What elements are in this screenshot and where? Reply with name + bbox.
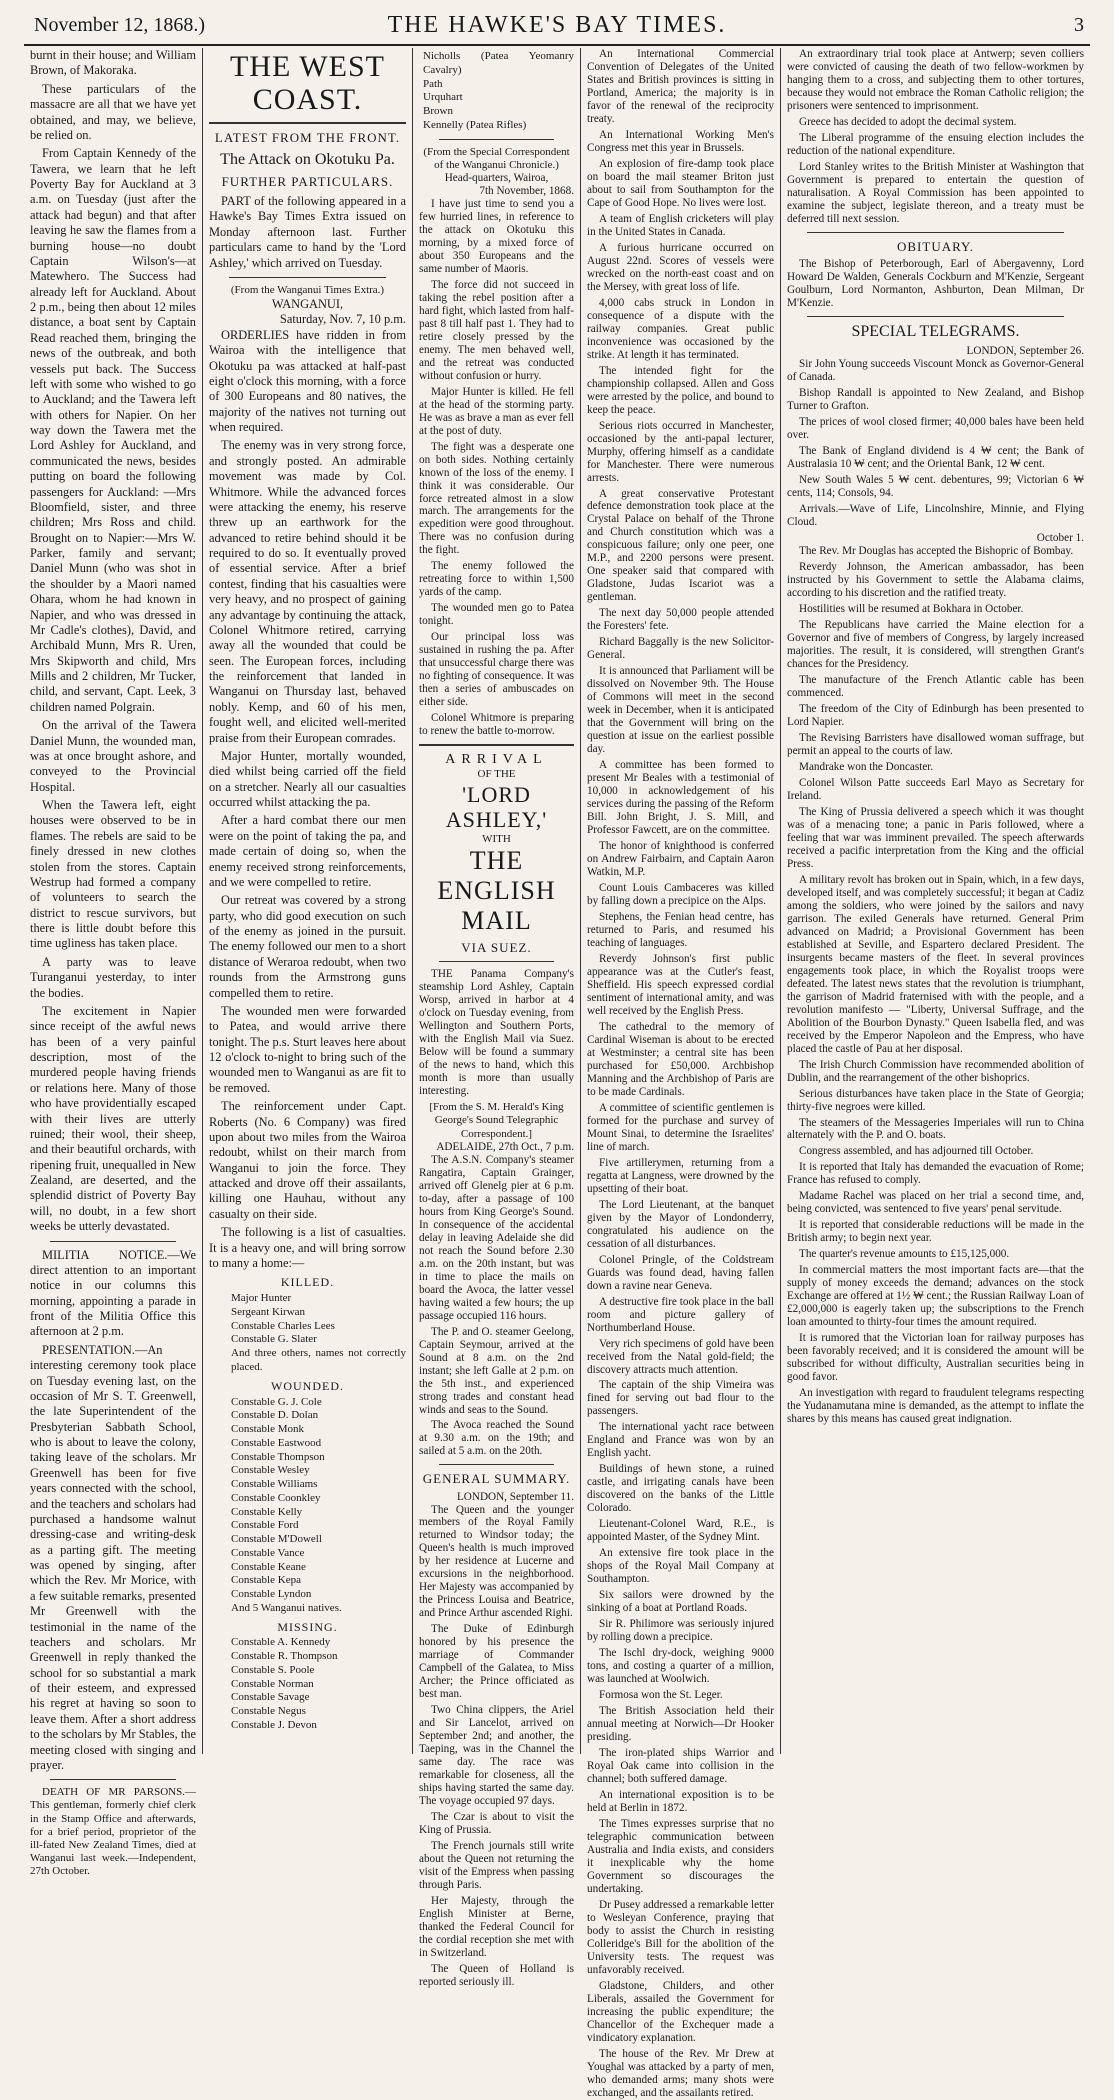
paragraph: Congress assembled, and has adjourned till October. [799,1145,1034,1158]
subheading: The Attack on Okotuku Pa. [220,151,395,169]
list-item: Constable Lyndon [231,1588,312,1601]
paragraph: Our principal loss was sustained in rushing the pa. After that unsuccessful charge there was no fighting of consequence. It was then a series of ambuscades on either side. [419,631,574,709]
paragraph: The enemy followed the retreating force to within 1,500 yards of the camp. [419,560,574,599]
paragraph: Madame Rachel was placed on her trial a second time, and, being convicted, was sentenced to five years' penal servitude. [787,1190,1084,1216]
paragraph: The Ischl dry-dock, weighing 9000 tons, and costing a quarter of a million, was launched at Woolwich. [587,1647,774,1686]
paragraph: The freedom of the City of Edinburgh has been presented to Lord Napier. [787,702,1084,728]
list-item: Constable M'Dowell [231,1533,322,1546]
subheading: FURTHER PARTICULARS. [221,173,394,189]
dateline: LONDON, September 26. [966,345,1084,358]
paragraph: A party was to leave Turanganui yesterday, to inter the bodies. [30,954,196,1000]
paragraph: Major Hunter, mortally wounded, died whilst being carried off the field on a stretcher. Nearly all our casualties occurred whilst attacking the pa. [209,748,406,810]
paragraph: Hostilities will be resumed at Bokhara in October. [799,603,1024,616]
column-4 [580,48,780,2099]
list-item: Urquhart [423,91,463,104]
place-line: Head-quarters, Wairoa, [444,171,549,184]
paragraph: The wounded men were forwarded to Patea, and would arrive there tonight. The p.s. Sturt leaves here about 12 o'clock to-night to bring such of the wounded men to Wanganui as are fit to be removed. [209,1003,406,1095]
paragraph: It is announced that Parliament will be dissolved on November 9th. The House of Commons will meet in the second week in December, when it is anticipated that the Government will bring on the question at issue on the earliest possible day. [587,665,774,756]
paragraph: An extensive fire took place in the shops of the Royal Mail Company at Southampton. [587,1547,774,1586]
paragraph: Buildings of hewn stone, a ruined castle, and irrigating canals have been discovered on the banks of the Little Colorado. [587,1463,774,1515]
paragraph: An International Working Men's Congress met this year in Brussels. [587,128,774,154]
paragraph: Sir R. Philimore was seriously injured by rolling down a precipice. [587,1618,774,1644]
divider [229,277,386,278]
paragraph: The Bank of England dividend is 4 ₩ cent; the Bank of Australasia 10 ₩ cent; and the Oriental Bank, 12 ₩ cent. [787,445,1084,471]
divider [439,1464,554,1465]
list-item: Constable R. Thompson [231,1650,338,1663]
newspaper-title: THE HAWKE'S BAY TIMES. [387,12,727,38]
arrival-heading: ARRIVAL [445,752,548,768]
missing-heading: MISSING. [277,1619,338,1634]
list-item: Path [423,77,443,90]
paragraph: The intended fight for the championship collapsed. Allen and Goss were arrested by the police, and bound to keep the peace. [587,364,774,416]
divider [419,744,574,746]
column-2 [202,48,412,1754]
paragraph: The British Association held their annual meeting at Norwich—Dr Hooker presiding. [587,1705,774,1744]
paragraph: An international exposition is to be held at Berlin in 1872. [587,1789,774,1815]
paragraph: Formosa won the St. Leger. [599,1689,723,1702]
paragraph: The Revising Barristers have disallowed woman suffrage, but permit an appeal to the courts of law. [787,731,1084,757]
paragraph: Dr Pusey addressed a remarkable letter to Wesleyan Conference, praying that body to assist the Church in resisting Colleridge's Bill for the abolition of the University tests. The request was unfavorably received. [587,1898,774,1976]
paragraph: 4,000 cabs struck in London in consequence of a dispute with the railway companies. Great public inconvenience was occasioned by the strike. At length it has terminated. [587,296,774,361]
paragraph: It is rumored that the Victorian loan for railway purposes has been favorably received; and it is considered the amount will be subscribed for without difficulty, Australian securities being in good favor. [787,1332,1084,1384]
paragraph: Two China clippers, the Ariel and Sir Lancelot, arrived on September 2nd; and another, the Taeping, was in the Channel the same day. The race was remarkable for closeness, all the ships having started the same day. The voyage occupied 97 days. [419,1704,574,1808]
paragraph: Bishop Randall is appointed to New Zealand, and Bishop Turner to Grafton. [787,387,1084,413]
list-item: Constable Vance [231,1546,305,1559]
missing-list [231,1636,406,1732]
headline-west-coast: THE WEST COAST. [230,50,385,116]
list-item: Constable Eastwood [231,1436,322,1449]
paragraph: Richard Baggally is the new Solicitor-General. [587,636,774,662]
paragraph: Greece has decided to adopt the decimal system. [799,115,1017,128]
paragraph: Reverdy Johnson, the American ambassador, has been instructed by his Government to settle the Alabama claims, according to his discretion and the ratified treaty. [787,561,1084,600]
paragraph: The Rev. Mr Douglas has accepted the Bishopric of Bombay. [799,545,1074,558]
paragraph: Reverdy Johnson's first public appearance was at the Cutler's feast, Sheffield. His speech expressed cordial sentiment of international amity, and was well received by the English Press. [587,952,774,1017]
paragraph: The P. and O. steamer Geelong, Captain Seymour, arrived at the Sound at 8 a.m. on the 2nd instant; she left Galle at 2 p.m. on the 5th inst., and experienced strong trades and constant head winds and seas to the Sound. [419,1325,574,1416]
presentation-article: PRESENTATION.—An interesting ceremony took place on Tuesday evening last, on the occasion of Mr S. T. Greenwell, the late Superintendent of the Presbyterian Sabbath School, who is about to leave the colony, taking leave of the scholars. Mr Greenwell has been for five years connected with the school, and the teachers and scholars had purchased a handsome walnut dressing-case and writing-desk as a parting gift. The meeting was opened by singing, after which the Rev. Mr Morice, with a few suitable remarks, presented Mr Greenwell with the testimonial in the name of the teachers and scholars. Mr Greenwell in reply thanked the school for so substantial a mark of their esteem, and expressed his regret at having so soon to leave them. After a short address to the scholars by Mr Stables, the meeting closed with singing and prayer. [30,1342,196,1772]
obituary-text: The Bishop of Peterborough, Earl of Abergavenny, Lord Howard De Walden, Generals Cockburn and M'Kenzie, Sergeant Goulburn, Lord Normanton, Ashburton, Dean Milman, Dr M'Kenzie. [787,257,1084,309]
special-telegrams-heading: SPECIAL TELEGRAMS. [851,322,1020,340]
paragraph: From Captain Kennedy of the Tawera, we learn that he left Poverty Bay for Auckland at 3 a.m. on Tuesday (just after the attack had begun) and that after leaving he saw the flames from a burning house—no doubt Captain Wilson's—at Matewhero. The Success had already left for Auckland. About 2 p.m., being then about 12 miles distance, a boat sent by Captain Read reached them, bringing the news of the outbreak, and both vessels put back. The Success left with some who wished to go to Auckland; and the Tawera left with others for Napier. On her way down the Tawera met the Lord Ashley for Auckland, and communicated the news, besides putting on board the following passengers for Auckland: —Mrs Bloomfield, sister, and three children; Mrs Ross and child. Brought on to Napier:—Mrs W. Parker, family and servant; Daniel Munn (who was shot in the shoulder by a Maori named Ohara, whom he had known in Napier, and who was dressed in Mr Cadle's clothes), David, and Archibald Munn, Mrs R. Uren, Mrs Skipworth and child, Mrs Mills and 2 children, Mr Tucker, child, and servant, Capt. Leek, 3 children named Polgrain. [30,146,196,714]
paragraph: Serious riots occurred in Manchester, occasioned by the anti-papal lecturer, Murphy, offering himself as a candidate for Manchester. There were numerous arrests. [587,419,774,484]
paragraph: The force did not succeed in taking the rebel position after a hard fight, which lasted from half-past 8 till half past 1. They had to retire closely pressed by the enemy. The men behaved well, and the retreat was conducted without confusion or hurry. [419,278,574,382]
paragraph: A great conservative Protestant defence demonstration took place at the Crystal Palace on behalf of the Throne and Church constitution which was a conspicuous failure; only one peer, one M.P., and 2200 persons were present. One speaker said that compared with Gladstone, Judas Iscariot was a gentleman. [587,487,774,604]
divider [439,139,554,140]
paragraph: An International Commercial Convention of Delegates of the United States and British provinces is sitting in Portland, America; the majority is in favor of the renewal of the reciprocity treaty. [587,48,774,125]
paragraph: Five artillerymen, returning from a regatta at Langness, were drowned by the upsetting of their boat. [587,1156,774,1195]
divider [50,1241,176,1242]
list-item: Constable Keane [231,1560,306,1573]
paragraph: Our retreat was covered by a strong party, who did good execution on such of the enemy as joined in the pursuit. The enemy followed our men to a short distance of Weraroa redoubt, when two rounds from the Armstrong guns compelled them to retire. [209,893,406,1000]
paragraph: The Irish Church Commission have recommended abolition of Dublin, and the rearrangement of the other bishoprics. [787,1058,1084,1084]
place-line: WANGANUI, [271,297,344,312]
list-item: Constable A. Kennedy [231,1636,331,1649]
paragraph: ORDERLIES have ridden in from Wairoa with the intelligence that Okotuku pa was attacked at half-past eight o'clock this morning, with a force of 300 Europeans and 80 natives, the majority of the natives not turning out when required. [209,327,406,435]
list-item: Kennelly (Patea Rifles) [423,118,527,131]
list-item: Constable Charles Lees [231,1319,335,1332]
paragraph: These particulars of the massacre are all that we have yet obtained, and may, we believe, be relied on. [30,81,196,142]
list-item: And 5 Wanganui natives. [231,1601,342,1614]
general-summary-heading: GENERAL SUMMARY. [422,1471,571,1487]
paragraph: An explosion of fire-damp took place on board the mail steamer Briton just about to sail from Southampton for the Cape of Good Hope. No lives were lost. [587,157,774,209]
dateline: Saturday, Nov. 7, 10 p.m. [279,312,406,327]
list-item: Constable Savage [231,1691,310,1704]
paragraph: Colonel Wilson Patte succeeds Earl Mayo as Secretary for Ireland. [787,776,1084,802]
dateline: October 1. [1036,532,1084,545]
paragraph: The captain of the ship Vimeira was fined for serving out bad flour to the passengers. [587,1379,774,1418]
paragraph: The house of the Rev. Mr Drew at Youghal was attacked by a party of men, who demanded arms; many shots were exchanged, and the assailants retired. [587,2047,774,2099]
list-item: Constable Wesley [231,1464,310,1477]
list-item: Brown [423,105,453,117]
paragraph: It is reported that Italy has demanded the evacuation of Rome; France has refused to comply. [787,1161,1084,1187]
paragraph: In commercial matters the most important facts are—that the supply of money exceeds the demand; advances on the stock Exchange are offered at 1½ ₩ cent.; the Russian Railway Loan of £2,000,000 is eagerly taken up; the subscriptions to the French loan amounted to thirty-four times the amount required. [787,1264,1084,1329]
paragraph: The Avoca reached the Sound at 9.30 a.m. on the 19th; and sailed at 5 a.m. on the 20th. [419,1419,574,1458]
paragraph: Colonel Whitmore is preparing to renew the battle to-morrow. [419,712,574,738]
paragraph: Lord Stanley writes to the British Minister at Washington that Government is prepared to entertain the question of naturalisation. A Royal Commission has been appointed to examine the subject, legislate thereon, and a treaty must be deferred till next session. [787,160,1084,225]
paragraph: The King of Prussia delivered a speech which it was thought was of a menacing tone; a panic in Paris followed, where a feeling that war was imminent prevailed. The speech afterwards received a pacific interpretation from the King and the official Press. [787,805,1084,870]
paragraph: A destructive fire took place in the ball room and picture gallery of Northumberland House. [587,1295,774,1334]
lord-ashley-heading: 'LORD ASHLEY,' [445,781,548,833]
divider [439,961,554,962]
subheading: LATEST FROM THE FRONT. [214,130,401,145]
divider [807,316,1064,317]
paragraph: A committee of scientific gentlemen is formed for the purchase and survey of Mount Sinai, to determine the Israelites' line of march. [587,1101,774,1153]
paragraph: Very rich specimens of gold have been received from the Natal gold-field; the discovery attracts much attention. [587,1337,774,1376]
column-3 [412,48,580,1988]
dateline: LONDON, September 11. [456,1490,574,1503]
paragraph: The next day 50,000 people attended the Foresters' fete. [587,607,774,633]
dateline: 7th November, 1868. [479,184,574,197]
paragraph: The honor of knighthood is conferred on Andrew Fairbairn, and Captain Aaron Watkin, M.P. [587,840,774,879]
list-item: Constable Negus [231,1705,306,1718]
paragraph: The excitement in Napier since receipt of the awful news has been of a very painful description, most of the murdered people having friends or relations here. Many of those who have providentially escaped with their lives are utterly ruined; their wool, their sheep, and their beautiful orchards, with ripening fruit, unequalled in New Zealand, are deserted, and the splendid district of Poverty Bay will, no doubt, in a few short weeks be utterly devastated. [30,1003,196,1234]
paragraph: Colonel Pringle, of the Coldstream Guards was found dead, having fallen down a ravine near Geneva. [587,1253,774,1292]
paragraph: The steamers of the Messageries Imperiales will run to China alternately with the P. and O. boats. [787,1116,1084,1142]
killed-list [231,1292,406,1375]
paragraph: The Duke of Edinburgh honored by his presence the marriage of Commander Campbell of the Galatea, to Miss Archer; the Prince officiated as best man. [419,1623,574,1701]
paragraph: After a hard combat there our men were on the point of taking the pa, and made certain of doing so, when the enemy received strong reinforcements, and we were compelled to retire. [209,813,406,889]
paragraph: A team of English cricketers will play in the United States in Canada. [587,212,774,238]
paragraph: The iron-plated ships Warrior and Royal Oak came into collision in the channel; both suffered damage. [587,1747,774,1786]
list-item: Sergeant Kirwan [231,1305,306,1318]
list-item: Constable Monk [231,1423,305,1436]
paragraph: Six sailors were drowned by the sinking of a boat at Portland Roads. [587,1589,774,1615]
death-notice: DEATH OF MR PARSONS.—This gentleman, formerly chief clerk in the Stamp Office and afterwards, for a brief period, proprietor of the ill-fated New Zealand Times, died at Wanganui last week.—Independent, 27th October. [30,1786,196,1878]
paragraph: I have just time to send you a few hurried lines, in reference to the attack on Okotuku this morning, by a mixed force of about 350 Europeans and the same number of Maoris. [419,197,574,275]
militia-notice: MILITIA NOTICE.—We direct attention to an important notice in our columns this morning, appointing a parade in front of the Militia Office this afternoon at 2 p.m. [30,1247,196,1339]
wounded-heading: WOUNDED. [271,1378,344,1393]
list-item: Constable Thompson [231,1450,325,1463]
paragraph: Serious disturbances have taken place in the State of Georgia; thirty-five negroes were killed. [787,1087,1084,1113]
paragraph: The Republicans have carried the Maine election for a Governor and five of members of Congress, by largely increased majorities. The result, it is considered, will strengthen Grant's chances for the Presidency. [787,619,1084,671]
list-item: Constable G. Slater [231,1333,317,1346]
paragraph: The fight was a desperate one on both sides. Nothing certainly known of the loss of the enemy. I think it was considerable. Our force retreated almost in a slow march. The arrangements for the expedition were good throughout. There was no confusion during the fight. [419,440,574,557]
paragraph: Sir John Young succeeds Viscount Monck as Governor-General of Canada. [787,358,1084,384]
paragraph: The prices of wool closed firmer; 40,000 bales have been held over. [787,416,1084,442]
issue-date: November 12, 1868.) [34,14,206,36]
list-item: Constable J. Devon [231,1718,317,1731]
paragraph: New South Wales 5 ₩ cent. debentures, 99; Victorian 6 ₩ cents, 114; Consols, 94. [787,474,1084,500]
paragraph: The international yacht race between England and France was won by an English yacht. [587,1421,774,1460]
list-item: Nicholls (Patea Yeomanry Cavalry) [423,50,574,76]
paragraph: An investigation with regard to fraudulent telegrams respecting the Yudanamutana mine is demanded, as the attempt to inflate the shares by this means has caused great indignation. [787,1387,1084,1426]
paragraph: The Czar is about to visit the King of Prussia. [419,1811,574,1837]
list-item: Constable Norman [231,1677,314,1690]
paragraph: A military revolt has broken out in Spain, which, in a few days, developed itself, and was completely successful; it began at Cadiz among the soldiers, who were joined by the sailors and navy garrison. The exiled Generals have returned. General Prim advanced on Madrid; a Provisional Government has been established at Seville, and Espartero declared President. The insurgents became masters of the fleet. In several provinces engagements took place, in which the Royalist troops were defeated. The latest news states that the revolution is triumphant, the garrison of Madrid fraternised with with the people, and a revolution manifesto — "Liberty, Universal Suffrage, and the Abolition of the Bourbon Dynasty." Queen Isabella fled, and was received by the Emperor Napoleon and the Empress, who have placed the castle of Pau at her disposal. [787,873,1084,1055]
page-number: 3 [1074,14,1084,36]
paragraph: Count Louis Cambaceres was killed by falling down a precipice on the Alps. [587,882,774,908]
paragraph: The manufacture of the French Atlantic cable has been commenced. [787,674,1084,699]
heading-ofthe: OF THE [477,768,516,781]
paragraph: When the Tawera left, eight houses were observed to be in flames. The rebels are said to be finely dressed in new clothes stolen from the stores. Captain Westrup had formed a company of volunteers to search the district to rescue survivors, but there is little doubt before this time ugliness has taken place. [30,798,196,951]
dateline: ADELAIDE, 27th Oct., 7 p.m. [436,1140,574,1153]
list-item: Major Hunter [231,1292,292,1305]
divider [807,232,1064,233]
paragraph: Gladstone, Childers, and other Liberals, assailed the Government for increasing the public expenditure; the Chancellor of the Exchequer made a vindicatory explanation. [587,1979,774,2044]
paragraph: The cathedral to the memory of Cardinal Wiseman is about to be erected at Westminster; a central site has been purchased for £50,000. Archbishop Manning and the Archbishop of Paris are to be made Cardinals. [587,1020,774,1098]
paragraph: Mandrake won the Doncaster. [799,760,934,773]
divider [209,122,406,124]
paragraph: The following is a list of casualties. It is a heavy one, and will bring sorrow to many a home:— [209,1225,406,1270]
source-note: [From the S. M. Herald's King George's Sound Telegraphic Correspondent.] [429,1101,564,1140]
list-item: Constable Kepa [231,1574,301,1587]
paragraph: The Times expresses surprise that no telegraphic communication between Australia and India exists, and considers it inexplicable why the home Government so discourages the undertaking. [587,1818,774,1895]
paragraph: Her Majesty, through the English Minister at Berne, thanked the Federal Council for the cordial reception she met with in Switzerland. [419,1895,574,1959]
paragraph: Stephens, the Fenian head centre, has returned to Paris, and resumed his teaching of languages. [587,911,774,949]
paragraph: A committee has been formed to present Mr Beales with a testimonial of 10,000 in acknowledgement of his services during the passing of the Reform Bill. John Bright, J. S. Mill, and Professor Fawcett, are on the committee. [587,759,774,837]
paragraph: The Liberal programme of the ensuing election includes the reduction of the national expenditure. [787,131,1084,157]
paragraph: Lieutenant-Colonel Ward, R.E., is appointed Master, of the Sydney Mint. [587,1518,774,1544]
casualty-list-continued [423,50,574,133]
list-item: Constable D. Dolan [231,1409,319,1422]
paragraph: The French journals still write about the Queen not returning the visit of the Empress when passing through Paris. [419,1840,574,1892]
paragraph: The reinforcement under Capt. Roberts (No. 6 Company) was fired upon about two miles from the Wairoa redoubt, whilst on their march from Wanganui to join the force. They attacked and drove off their assailants, killing one Hauhau, without any casualty on their side. [209,1099,406,1221]
divider [50,1779,176,1780]
column-5 [780,48,1090,1754]
paragraph: The Lord Lieutenant, at the banquet given by the Mayor of Londonderry, congratulated his audience on the cessation of all disturbances. [587,1198,774,1250]
paragraph: The A.S.N. Company's steamer Rangatira, Captain Grainger, arrived off Glenelg pier at 6 p.m. to-day, after a passage of 100 hours from King George's Sound. In consequence of the accidental delay in leaving Adelaide she did not reach the Sound before 2.30 a.m. on the 20th instant, but was in time to place the mails on board the Avoca, the latter vessel having waited a few hours; the up passage occupied 116 hours. [419,1153,574,1322]
column-1 [24,48,202,1878]
list-item: Constable Williams [231,1478,318,1491]
list-item: Constable S. Poole [231,1663,315,1676]
paragraph: On the arrival of the Tawera Daniel Munn, the wounded man, was at once brought ashore, and conveyed to the Provincial Hospital. [30,718,196,794]
paragraph: Arrivals.—Wave of Life, Lincolnshire, Minnie, and Flying Cloud. [787,503,1084,529]
paragraph: It is reported that considerable reductions will be made in the British army; to begin next year. [787,1219,1084,1245]
list-item: And three others, names not correctly placed. [231,1347,406,1373]
source-note: (From the Wanganui Times Extra.) [230,283,385,296]
paragraph: PART of the following appeared in a Hawke's Bay Times Extra issued on Monday afternoon last. Further particulars came to hand by the 'Lord Ashley,' which arrived on Tuesday. [209,194,406,270]
paragraph: A furious hurricane occurred on August 22nd. Scores of vessels were wrecked on the north-east coast and on the Mersey, with great loss of life. [587,241,774,293]
wounded-list [231,1396,406,1616]
via-suez-heading: VIA SUEZ. [461,940,532,956]
list-item: Constable Ford [231,1519,299,1532]
paragraph: The Queen of Holland is reported seriously ill. [419,1962,574,1988]
paragraph: An extraordinary trial took place at Antwerp; seven colliers were convicted of causing the death of two fellow-workmen by hanging them to a cross, and subjecting them to other tortures, because they would not embrace the Roman Catholic religion; the prisoners were sentenced to imprisonment. [787,48,1084,112]
paragraph: The wounded men go to Patea tonight. [419,602,574,628]
paragraph: Major Hunter is killed. He fell at the head of the storming party. He was as brave a man as ever fell at the post of duty. [419,385,574,437]
source-note: (From the Special Correspondent of the Wanganui Chronicle.) [423,145,570,171]
paragraph: The Queen and the younger members of the Royal Family returned to Windsor today; the Queen's health is much improved by her residence at Lucerne and excursions in the neighborhood. Her Majesty was accompanied by the Princess Louisa and Beatrice, and Prince Arthur ascended Righi. [419,1503,574,1620]
english-mail-heading: THE ENGLISH MAIL [437,845,556,936]
paragraph: The quarter's revenue amounts to £15,125,000. [799,1248,1010,1261]
list-item: Constable Kelly [231,1505,303,1518]
paragraph: The enemy was in very strong force, and strongly posted. An admirable movement was made by Col. Whitmore. While the advanced forces were attacking the enemy, his reserve threw up an earthwork for the advanced to retire behind should it be required to do so. It eventually proved of essential service. After a brief contest, finding that his casualties were very heavy, and no prospect of gaining any advantage by continuing the attack, Colonel Whitmore retired, carrying away all the wounded that could be seen. The European forces, including the reinforcement that landed in Wanganui on Thursday last, behaved nobly. Kemp, and 60 of his men, fought well, and elicited well-merited praise from their European comrades. [209,438,406,745]
killed-heading: KILLED. [280,1275,335,1290]
list-item: Constable G. J. Cole [231,1395,322,1408]
paragraph: THE Panama Company's steamship Lord Ashley, Captain Worsp, arrived in harbor at 4 o'clock on Tuesday evening, from Wellington and Southern Ports, with the English Mail via Suez. Below will be found a summary of the news to hand, which this month is more than usually interesting. [419,968,574,1098]
masthead [24,4,1090,46]
obituary-heading: OBITUARY. [896,238,975,254]
paragraph: burnt in their house; and William Brown, of Makoraka. [30,48,196,78]
heading-with: WITH [482,832,511,845]
list-item: Constable Coonkley [231,1491,321,1504]
